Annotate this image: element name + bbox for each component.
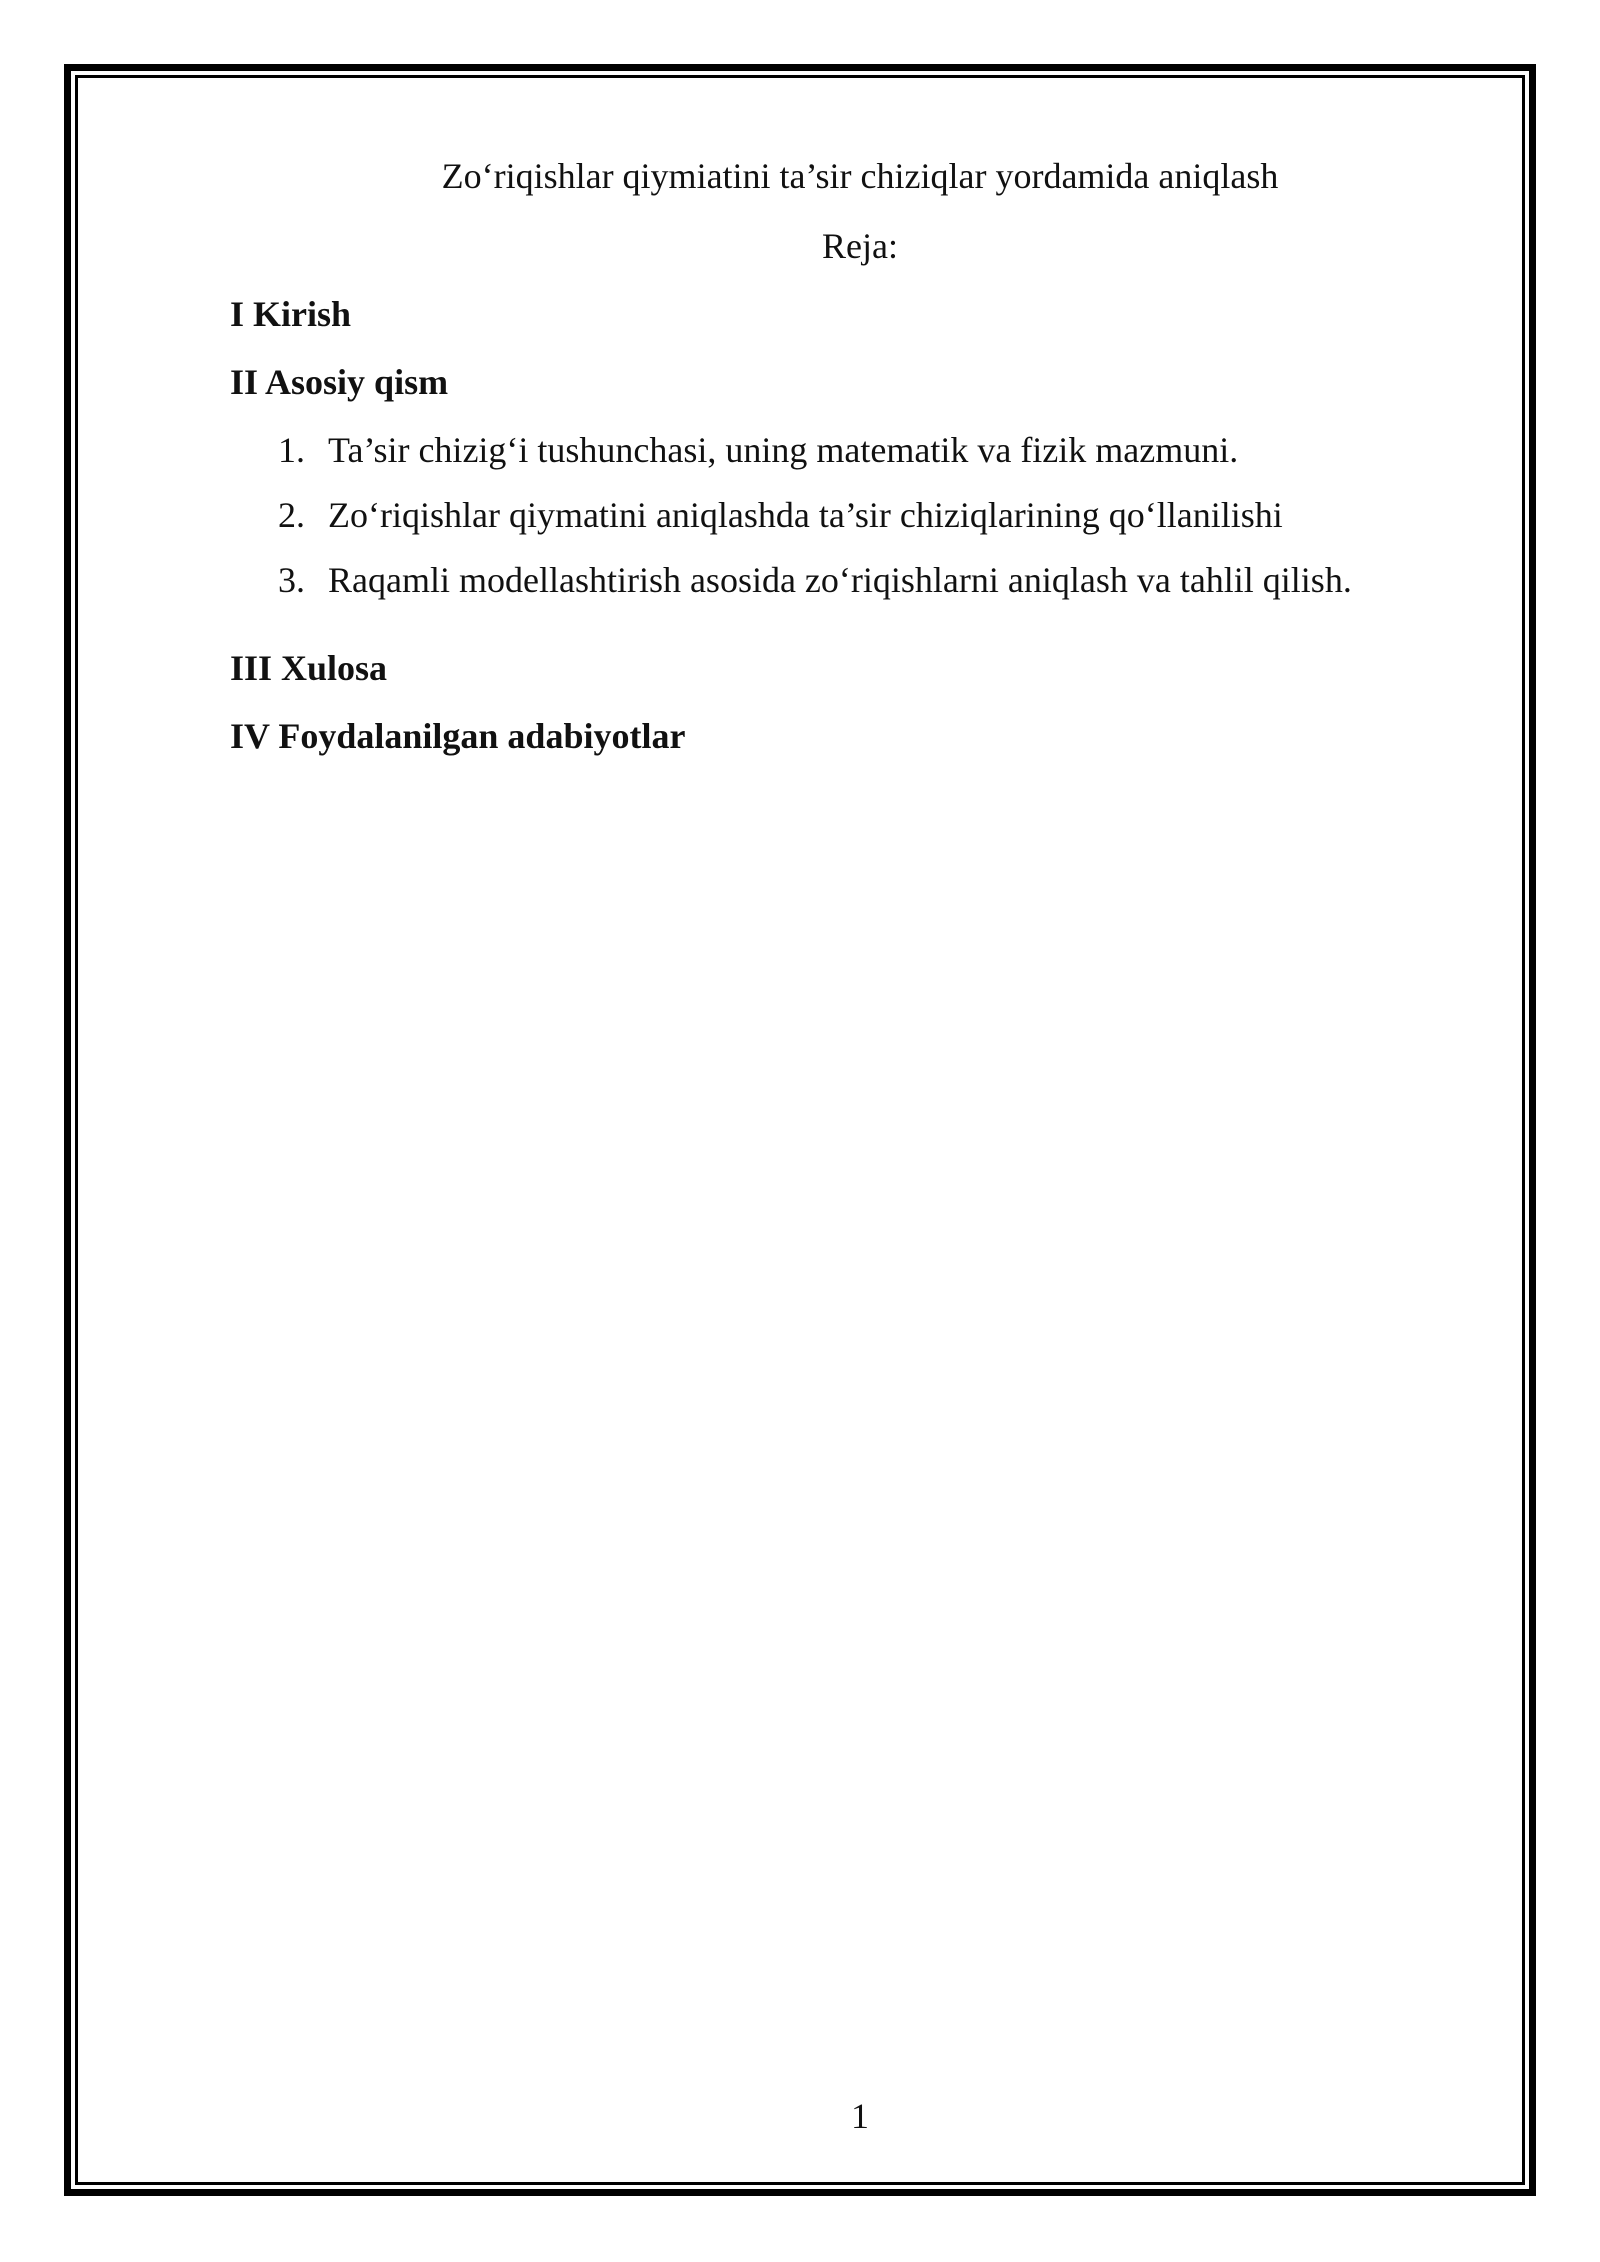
list-item-number: 2. <box>278 495 305 535</box>
list-item-number: 1. <box>278 430 305 470</box>
section-heading-intro: I Kirish <box>230 294 352 334</box>
list-item <box>278 424 1238 476</box>
page-number: 1 <box>851 2096 869 2136</box>
section-heading-conclusion: III Xulosa <box>230 648 388 688</box>
list-item-number: 3. <box>278 560 305 600</box>
list-item-text: Zo‘riqishlar qiymatini aniqlashda ta’sir chiziqlarining qo‘llanilishi <box>328 495 1283 535</box>
document-subtitle: Reja: <box>822 226 898 266</box>
list-item-text: Ta’sir chizig‘i tushunchasi, uning matematik va fizik mazmuni. <box>328 430 1239 470</box>
list-item <box>278 489 1283 541</box>
section-heading-references: IV Foydalanilgan adabiyotlar <box>230 716 686 756</box>
document-title: Zo‘riqishlar qiymiatini ta’sir chiziqlar yordamida aniqlash <box>441 156 1279 196</box>
list-item-text: Raqamli modellashtirish asosida zo‘riqishlarni aniqlash va tahlil qilish. <box>328 560 1352 600</box>
section-heading-main: II Asosiy qism <box>230 362 449 402</box>
list-item <box>278 554 1352 606</box>
